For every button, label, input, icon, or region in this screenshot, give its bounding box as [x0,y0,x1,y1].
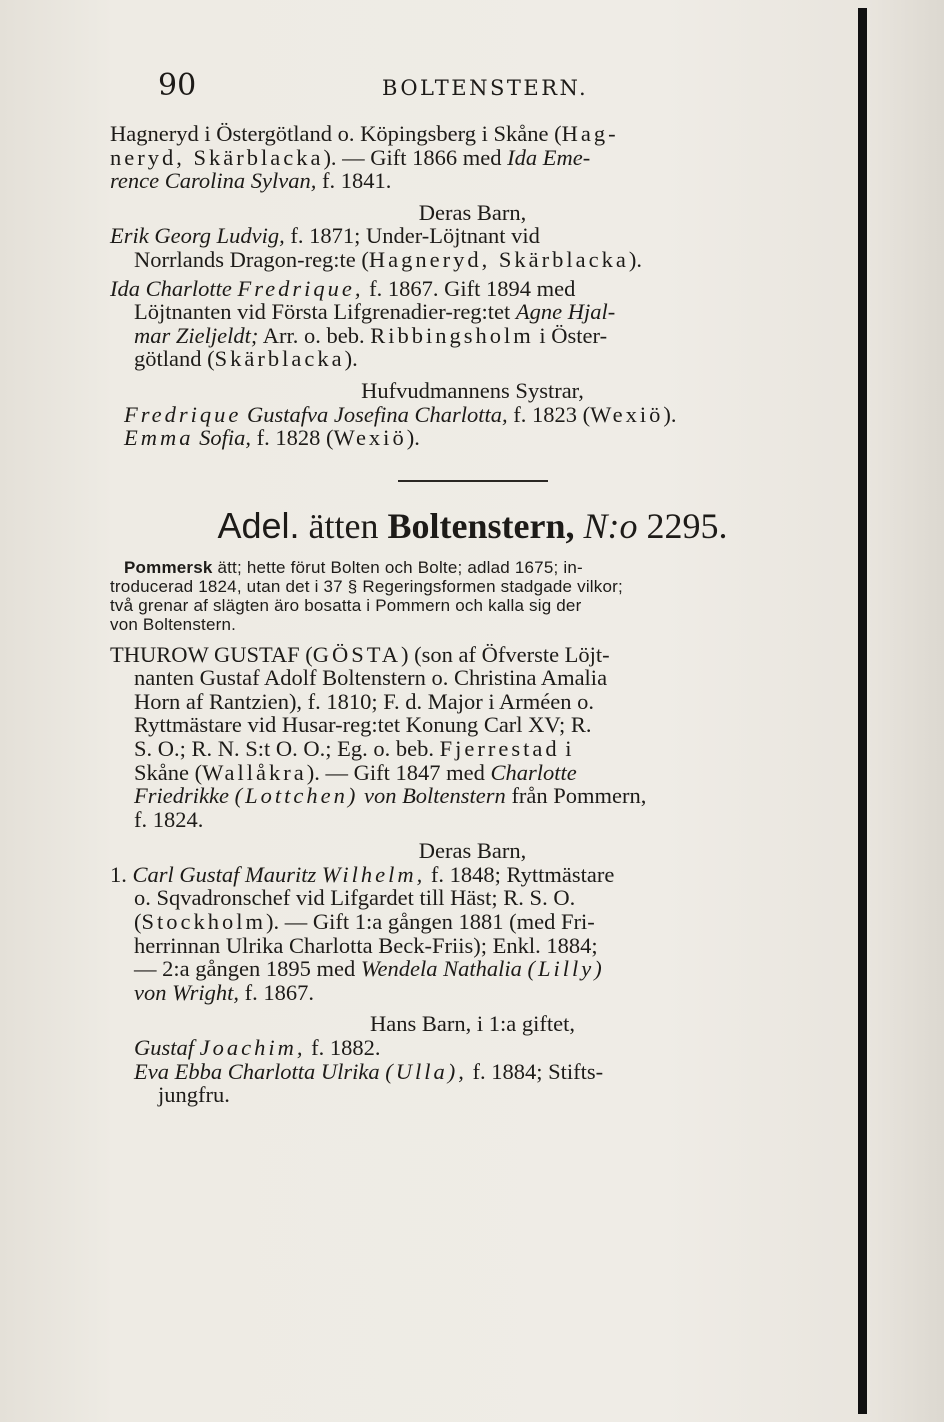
page-header [110,60,835,122]
running-head: BOLTENSTERN. [382,76,589,100]
entry-continuation: Hagneryd i Östergötland o. Köpingsberg i Skåne (Hag- neryd, Skärblacka). — Gift 1866 med Ida Eme- rence Carolina Sylvan, f. 1841. [110,121,619,194]
grandchildren-list: Gustaf Joachim, f. 1882. Eva Ebba Charlotta Ulrika (Ulla), f. 1884; Stifts- jungfru. [110,1036,835,1107]
grandchildren-heading: Hans Barn, i 1:a giftet, [370,1011,575,1037]
page-content [110,60,835,1107]
list-item: Erik Georg Ludvig, f. 1871; Under-Löjtnant vid [110,223,540,249]
list-item: Ida Charlotte Fredrique, f. 1867. Gift 1894 med [110,275,576,301]
children-heading: Deras Barn, [418,838,527,864]
children-list: Erik Georg Ludvig, f. 1871; Under-Löjtnant vid Norrlands Dragon-reg:te (Hagneryd, Skärblacka). Ida Charlotte Fredrique, f. 1867. Gift 1894 med Löjtnanten vid Första Lifgrenadier-reg:tet Agne Hjal- mar Zieljeldt; Arr. o. beb. Ribbingsholm i Öster- götland (Skärblacka). [110,224,835,371]
list-item: Eva Ebba Charlotta Ulrika (Ulla), f. 1884; Stifts- [134,1058,604,1084]
family-intro: Pommersk ätt; hette förut Bolten och Bolte; adlad 1675; in- troducerad 1824, utan det i 37 § Regeringsformen stadgade vilkor; två grenar af slägten äro bosatta i Pommern och kalla sig der von Boltenstern. [110,557,623,635]
page-edge-shadow [858,8,867,1414]
children-heading: Deras Barn, [418,199,527,225]
list-item: Fredrique Gustafva Josefina Charlotta, f. 1823 (Wexiö). [124,401,677,427]
list-item: Emma Sofia, f. 1828 (Wexiö). [124,425,420,451]
page-number: 90 [158,68,197,103]
section-title: Adel. ätten Boltenstern, N:o 2295. [217,504,728,546]
head-of-family-entry: THUROW GUSTAF (GÖSTA) (son af Öfverste Löjt- nanten Gustaf Adolf Boltenstern o. Christina Amalia Horn af Rantzien), f. 1810; F. d. Major i Arméen o. Ryttmästare vid Husar-reg:tet Konung Carl XV; R. S. O.; R. N. S:t O. O.; Eg. o. beb. Fjerrestad i Skåne (Wallåkra). — Gift 1847 med Charlotte Friedrikke (Lottchen) von Boltenstern från Pommern, f. 1824. [110,641,647,832]
list-item: 1. Carl Gustaf Mauritz Wilhelm, f. 1848; Ryttmästare [110,861,615,887]
sisters-list [110,403,835,450]
sisters-heading: Hufvudmannens Systrar, [361,377,584,403]
children-list: 1. Carl Gustaf Mauritz Wilhelm, f. 1848; Ryttmästare o. Sqvadronschef vid Lifgardet till Häst; R. S. O. (Stockholm). — Gift 1:a gången 1881 (med Fri- herrinnan Ulrika Charlotta Beck-Friis); Enkl. 1884; — 2:a gången 1895 med Wendela Nathalia (Lilly) von Wright, f. 1867. [110,863,835,1005]
list-item: Gustaf Joachim, f. 1882. [134,1035,381,1061]
section-divider [398,480,548,482]
